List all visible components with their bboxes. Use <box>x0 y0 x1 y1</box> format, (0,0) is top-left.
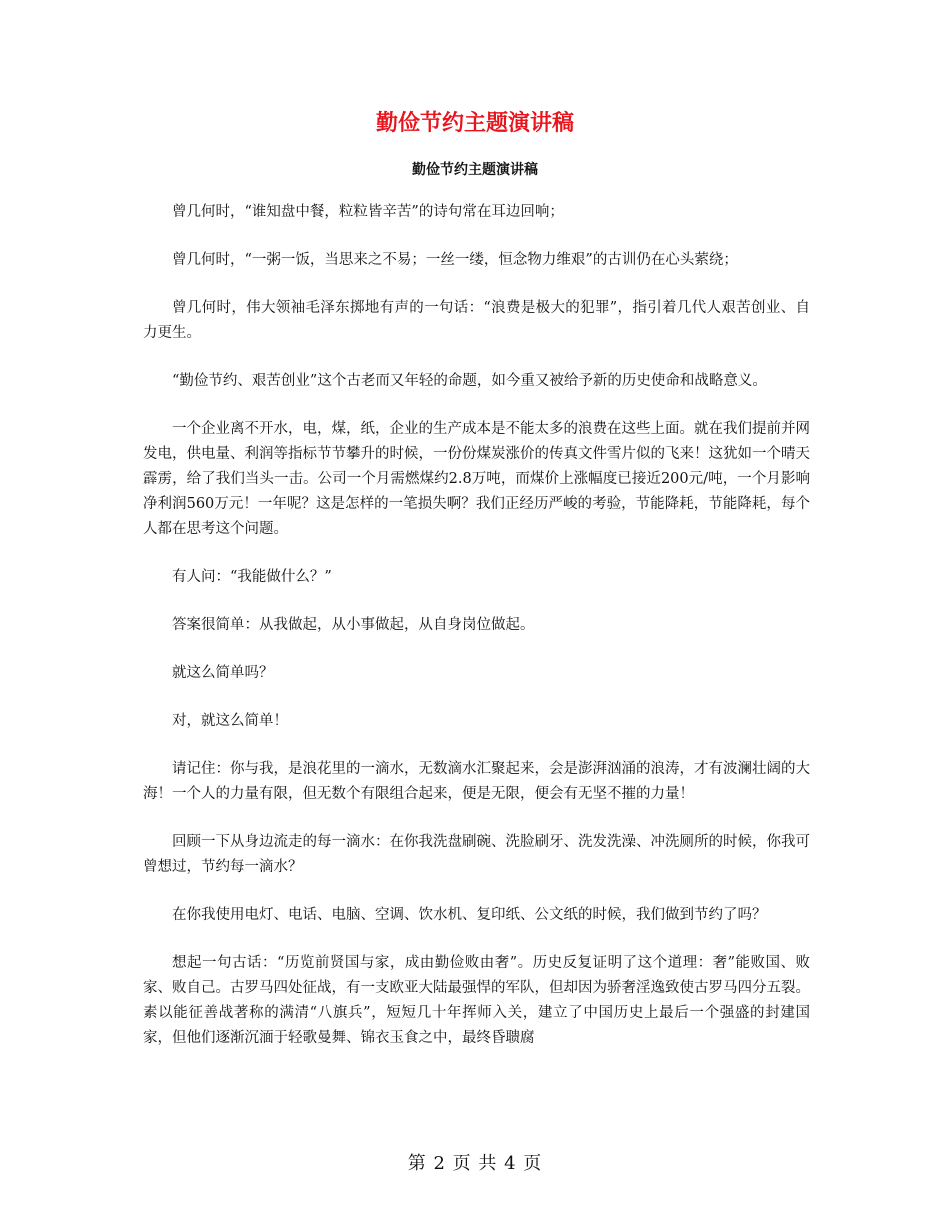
paragraph: 就这么简单吗？ <box>172 665 274 681</box>
document-body <box>143 200 810 1074</box>
paragraph: 请记住：你与我，是浪花里的一滴水，无数滴水汇聚起来，会是澎湃汹涌的浪涛，才有波澜壮阔的大海！一个人的力量有限，但无数个有限组合起来，便是无限，便会有无坚不摧的力量！ <box>143 761 810 802</box>
paragraph: 在你我使用电灯、电话、电脑、空调、饮水机、复印纸、公文纸的时候，我们做到节约了吗？ <box>172 907 767 923</box>
paragraph: 对，就这么简单！ <box>172 713 288 729</box>
paragraph: “勤俭节约、艰苦创业”这个古老而又年轻的命题，如今重又被给予新的历史使命和战略意义。 <box>172 373 767 389</box>
paragraph: 有人问：“我能做什么？” <box>172 569 332 585</box>
paragraph: 曾几何时，“一粥一饭，当思来之不易；一丝一缕，恒念物力维艰”的古训仍在心头萦绕； <box>172 252 738 268</box>
page-number-label: 第 2 页 共 4 页 <box>407 1153 543 1174</box>
document-subtitle: 勤俭节约主题演讲稿 <box>412 162 538 178</box>
paragraph: 想起一句古话：“历览前贤国与家，成由勤俭败由奢”。历史反复证明了这个道理：奢”能败国、败家、败自己。古罗马四处征战，有一支欧亚大陆最强悍的军队，但却因为骄奢淫逸致使古罗马四分五裂。素以能征善战著称的满清“八旗兵”，短短几十年挥师入关，建立了中国历史上最后一个强盛的封建国家，但他们逐渐沉湎于轻歌曼舞、锦衣玉食之中，最终昏聩腐 <box>143 955 810 1046</box>
paragraph: 曾几何时，伟大领袖毛泽东掷地有声的一句话：“浪费是极大的犯罪”，指引着几代人艰苦创业、自力更生。 <box>143 300 810 341</box>
paragraph: 答案很简单：从我做起，从小事做起，从自身岗位做起。 <box>172 617 535 633</box>
paragraph: 回顾一下从身边流走的每一滴水：在你我洗盘刷碗、洗脸刷牙、洗发洗澡、冲洗厕所的时候，你我可曾想过，节约每一滴水？ <box>143 834 810 875</box>
paragraph: 曾几何时，“谁知盘中餐，粒粒皆辛苦”的诗句常在耳边回响； <box>172 204 564 220</box>
paragraph: 一个企业离不开水，电，煤，纸，企业的生产成本是不能太多的浪费在这些上面。就在我们提前并网发电，供电量、利润等指标节节攀升的时候，一份份煤炭涨价的传真文件雪片似的飞来！这犹如一个晴天霹雳，给了我们当头一击。公司一个月需燃煤约2.8万吨，而煤价上涨幅度已接近200元/吨，一个月影响净利润560万元！一年呢？这是怎样的一笔损失啊？我们正经历严峻的考验，节能降耗，节能降耗，每个人都在思考这个问题。 <box>143 421 810 537</box>
document-title: 勤俭节约主题演讲稿 <box>375 111 574 136</box>
page-number-footer <box>0 1150 950 1178</box>
